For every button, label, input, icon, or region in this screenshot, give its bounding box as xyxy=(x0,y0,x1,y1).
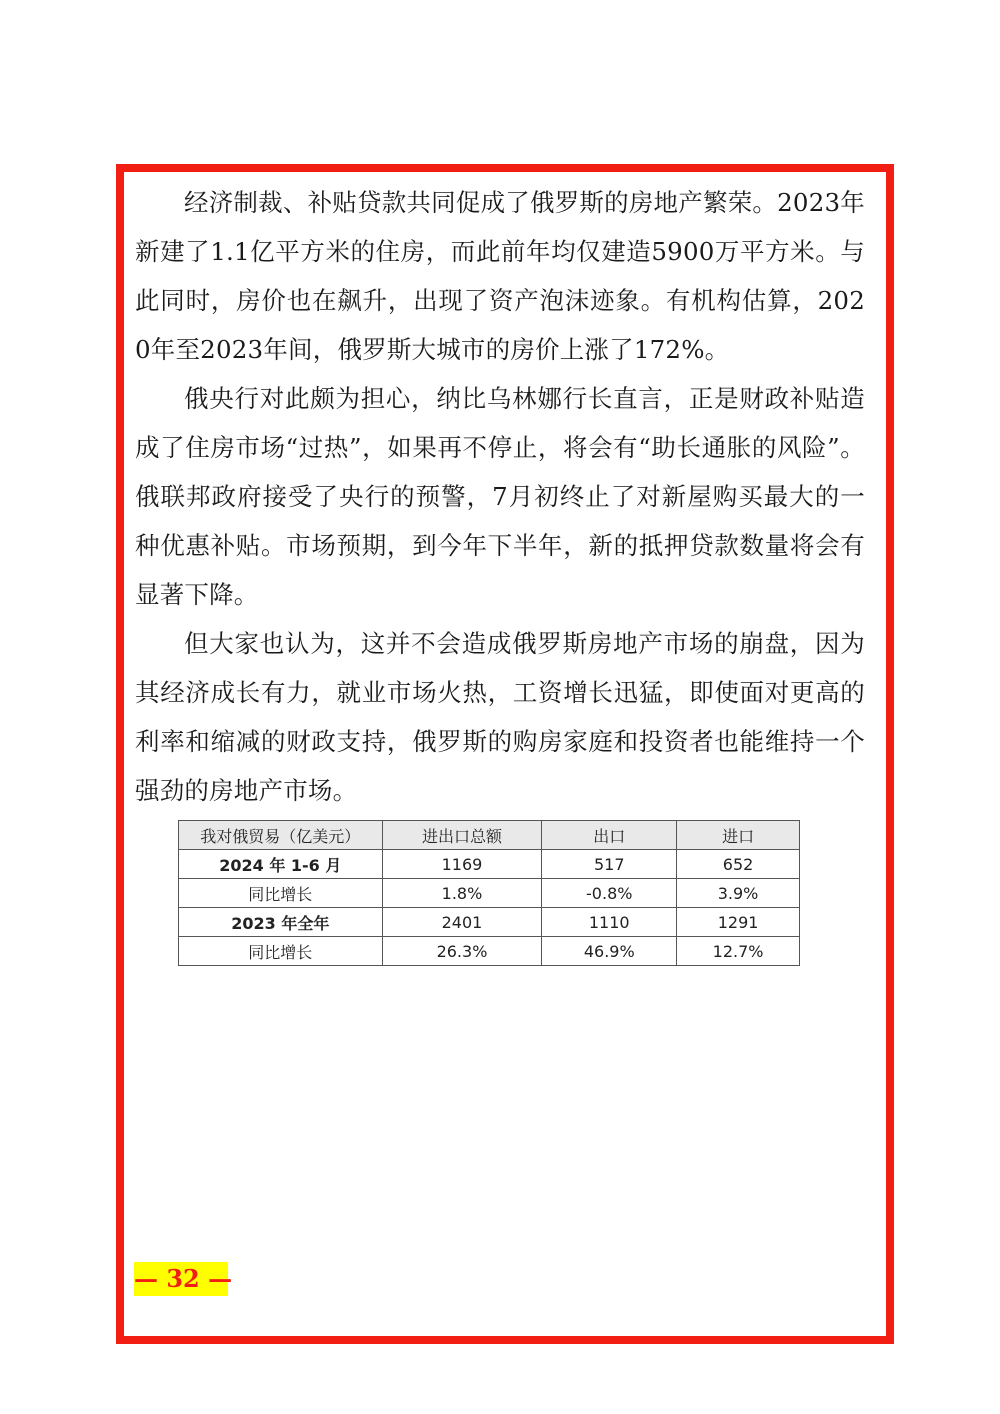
row-label: 2024 年 1-6 月 xyxy=(179,850,383,879)
paragraph-3: 但大家也认为，这并不会造成俄罗斯房地产市场的崩盘，因为其经济成长有力，就业市场火热，工资增长迅猛，即使面对更高的利率和缩减的财政支持，俄罗斯的购房家庭和投资者也能维持一个强劲的房地产市场。 xyxy=(135,629,865,805)
paragraph-1: 经济制裁、补贴贷款共同促成了俄罗斯的房地产繁荣。2023年新建了1.1亿平方米的住房，而此前年均仅建造5900万平方米。与此同时，房价也在飙升，出现了资产泡沫迹象。有机构估算，2020年至2023年间，俄罗斯大城市的房价上涨了172%。 xyxy=(135,188,865,364)
table-header-row xyxy=(179,821,800,850)
page-number: — 32 — xyxy=(134,1262,228,1296)
header-cell-export: 出口 xyxy=(542,821,677,850)
cell-export: -0.8% xyxy=(542,879,677,908)
cell-total: 1.8% xyxy=(382,879,542,908)
cell-export: 517 xyxy=(542,850,677,879)
table-row xyxy=(179,879,800,908)
cell-export: 1110 xyxy=(542,908,677,937)
header-cell-total: 进出口总额 xyxy=(382,821,542,850)
cell-import: 652 xyxy=(677,850,800,879)
row-label: 同比增长 xyxy=(179,879,383,908)
cell-export: 46.9% xyxy=(542,937,677,966)
header-cell-import: 进口 xyxy=(677,821,800,850)
article-body xyxy=(135,178,865,815)
row-label: 2023 年全年 xyxy=(179,908,383,937)
row-label: 同比增长 xyxy=(179,937,383,966)
cell-import: 12.7% xyxy=(677,937,800,966)
cell-total: 1169 xyxy=(382,850,542,879)
table-row xyxy=(179,850,800,879)
paragraph-2: 俄央行对此颇为担心，纳比乌林娜行长直言，正是财政补贴造成了住房市场“过热”，如果再不停止，将会有“助长通胀的风险”。俄联邦政府接受了央行的预警，7月初终止了对新屋购买最大的一种优惠补贴。市场预期，到今年下半年，新的抵押贷款数量将会有显著下降。 xyxy=(135,384,865,609)
cell-total: 2401 xyxy=(382,908,542,937)
header-cell-category: 我对俄贸易（亿美元） xyxy=(179,821,383,850)
cell-import: 1291 xyxy=(677,908,800,937)
table-row xyxy=(179,908,800,937)
table-row xyxy=(179,937,800,966)
cell-total: 26.3% xyxy=(382,937,542,966)
trade-table xyxy=(178,820,800,966)
cell-import: 3.9% xyxy=(677,879,800,908)
